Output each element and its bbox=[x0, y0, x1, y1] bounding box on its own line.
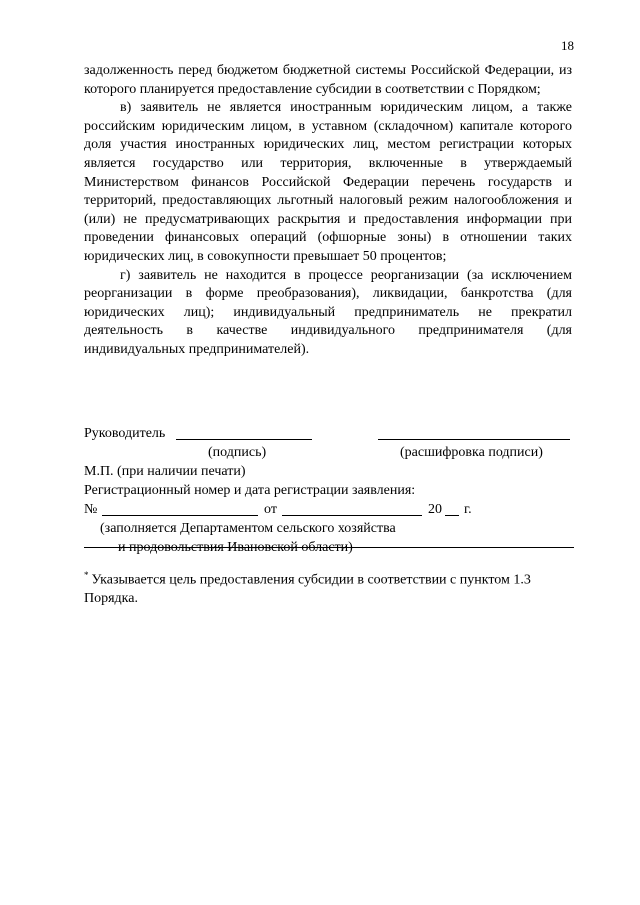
document-body bbox=[84, 62, 572, 360]
year-line bbox=[445, 501, 459, 516]
footnote-text: Указывается цель предоставления субсидии в соответствии с пунктом 1.3 Порядка. bbox=[84, 572, 531, 607]
stamp-note: М.П. (при наличии печати) bbox=[84, 464, 246, 479]
filled-by-line-1: (заполняется Департаментом сельского хозяйства bbox=[100, 521, 396, 536]
from-label: от bbox=[264, 502, 277, 517]
paragraph-item-g: г) заявитель не находится в процессе реорганизации (за исключением реорганизации в форме преобразования), ликвидации, банкротства (для юридических лиц); индивидуальный предприниматель не прекратил деятельность в качестве индивидуального предпринимателя (для индивидуальных предпринимателей). bbox=[84, 267, 572, 357]
filled-by-line-2: и продовольствия Ивановской области) bbox=[118, 540, 353, 555]
registration-number-line bbox=[102, 501, 258, 516]
year-prefix: 20 bbox=[428, 502, 442, 517]
head-signature-row bbox=[84, 425, 574, 444]
footnote-marker: * bbox=[84, 570, 89, 580]
head-label: Руководитель bbox=[84, 426, 166, 441]
number-sign: № bbox=[84, 502, 98, 517]
registration-date-line bbox=[282, 501, 422, 516]
section-divider bbox=[84, 547, 574, 548]
signature-captions-row bbox=[84, 444, 574, 463]
signature-line bbox=[176, 425, 312, 440]
signature-caption: (подпись) bbox=[208, 445, 267, 460]
page-number: 18 bbox=[561, 38, 574, 53]
signature-block bbox=[84, 425, 574, 558]
year-suffix: г. bbox=[464, 502, 472, 517]
registration-number-row bbox=[84, 501, 574, 520]
registration-label: Регистрационный номер и дата регистрации заявления: bbox=[84, 483, 416, 498]
paragraph-debt-continuation: задолженность перед бюджетом бюджетной системы Российской Федерации, из которого планируется предоставление субсидии в соответствии с Порядком; bbox=[84, 63, 572, 97]
signature-decoding-line bbox=[378, 425, 570, 440]
decoding-caption: (расшифровка подписи) bbox=[400, 445, 543, 460]
footnote bbox=[84, 566, 574, 609]
paragraph-item-v: в) заявитель не является иностранным юридическим лицом, а также российским юридическим лицом, в уставном (складочном) капитале которого доля участия иностранных юридических лиц, местом регистрации которых является государство или территория, включенные в утверждаемый Министерством финансов Российской Федерации перечень государств и территорий, предоставляющих льготный налоговый режим налогообложения и (или) не предусматривающих раскрытия и предоставления информации при проведении финансовых операций (офшорные зоны) в отношении таких юридических лиц, в совокупности превышает 50 процентов; bbox=[84, 100, 572, 264]
